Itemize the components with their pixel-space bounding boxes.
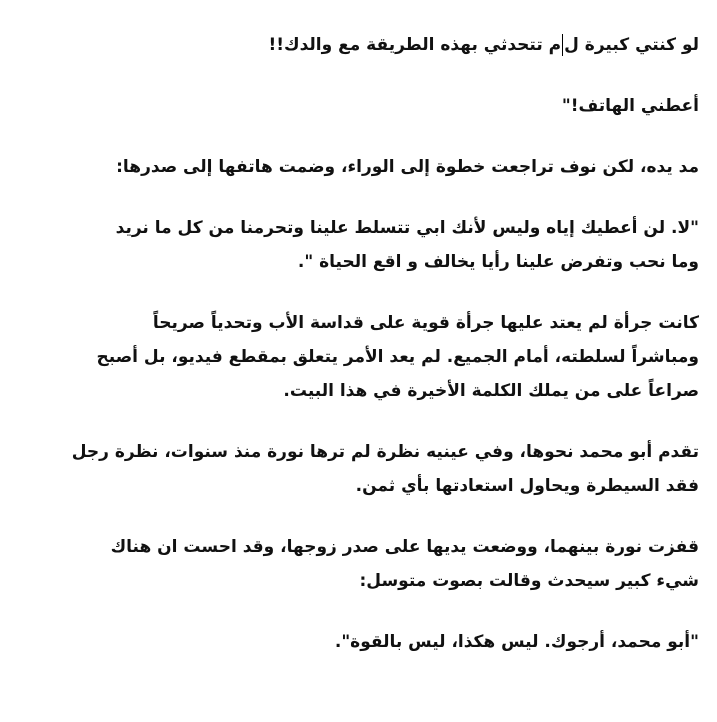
paragraph-line: تقدم أبو محمد نحوها، وفي عينيه نظرة لم ترها نورة منذ سنوات، نظرة رجل [71,442,699,462]
paragraph-line: شيء كبير سيحدث وقالت بصوت متوسل: [359,571,699,591]
paragraph-5 [17,306,699,408]
paragraph-line: فقد السيطرة ويحاول استعادتها بأي ثمن. [355,476,699,496]
paragraph-3 [17,150,699,184]
paragraph-1 [17,28,699,62]
line-text-before-cursor: لو كنتي كبيرة ل [564,35,699,55]
paragraph-line [17,28,699,62]
paragraph-line: أعطني الهاتف!" [561,96,699,116]
paragraph-line: صراعاً على من يملك الكلمة الأخيرة في هذا البيت. [283,381,699,401]
paragraph-4 [17,211,699,279]
paragraph-line: "لا. لن أعطيك إياه وليس لأنك ابي تتسلط علينا وتحرمنا من كل ما نريد [115,218,699,238]
paragraph-line: كانت جرأة لم يعتد عليها جرأة قوية على قداسة الأب وتحدياً صريحاً [152,313,699,333]
paragraph-line: "أبو محمد، أرجوك. ليس هكذا، ليس بالقوة". [334,632,699,652]
paragraph-2 [17,89,699,123]
paragraph-line: وما نحب وتفرض علينا رأيا يخالف و اقع الحياة ". [297,252,699,272]
paragraph-line: ومباشراً لسلطته، أمام الجميع. لم يعد الأمر يتعلق بمقطع فيديو، بل أصبح [96,347,699,367]
paragraph-7 [17,530,699,598]
paragraph-6 [17,435,699,503]
document-body[interactable] [17,28,699,686]
text-cursor [562,34,563,56]
paragraph-line: مد يده، لكن نوف تراجعت خطوة إلى الوراء، وضمت هاتفها إلى صدرها: [116,157,699,177]
paragraph-8 [17,625,699,659]
paragraph-line: قفزت نورة بينهما، ووضعت يديها على صدر زوجها، وقد احست ان هناك [110,537,699,557]
line-text-after-cursor: م تتحدثي بهذه الطريقة مع والدك!! [268,35,562,55]
